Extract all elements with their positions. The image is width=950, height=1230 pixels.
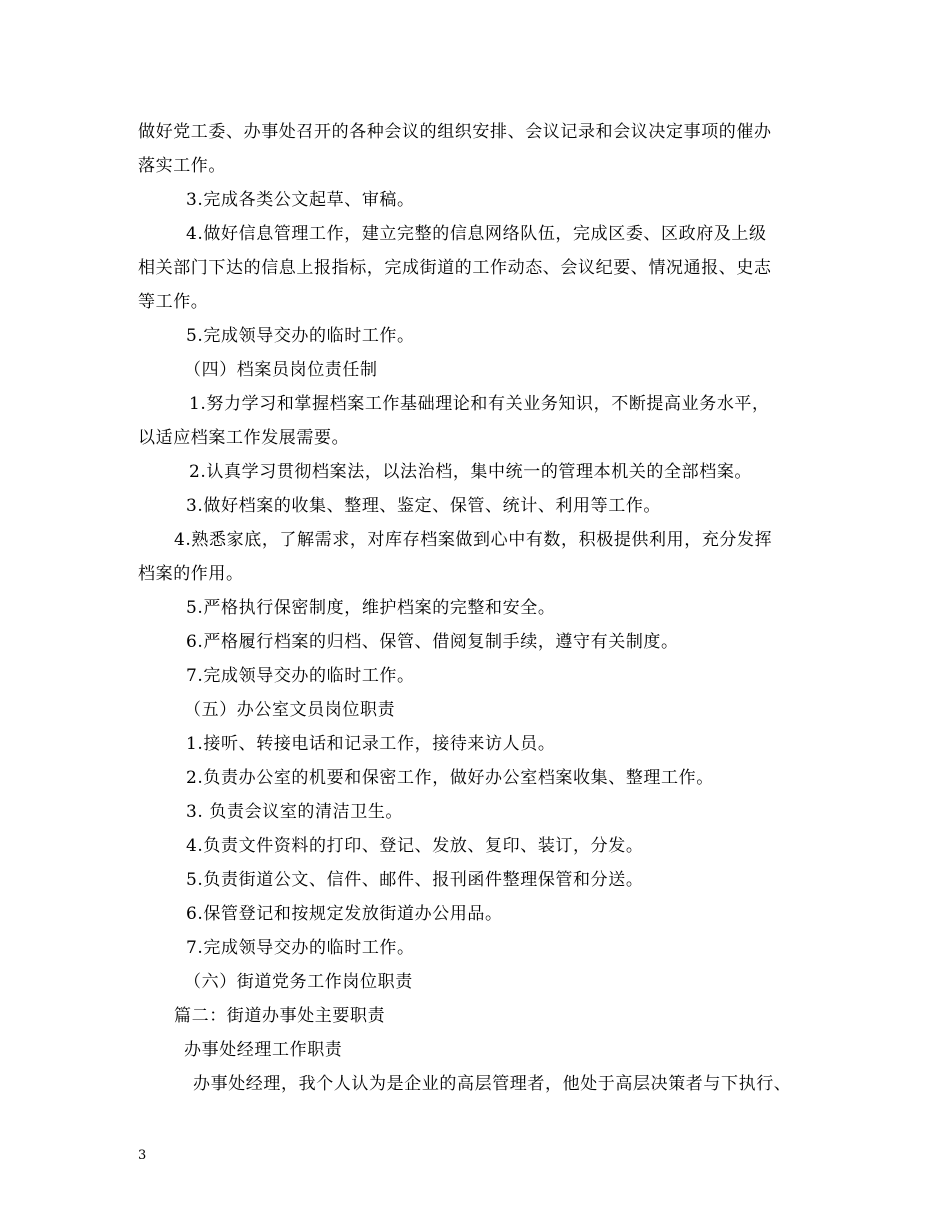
page-number: 3 xyxy=(138,1148,147,1163)
text-line: 做好党工委、办事处召开的各种会议的组织安排、会议记录和会议决定事项的催办 xyxy=(138,122,772,142)
section-heading: （四）档案员岗位责任制 xyxy=(184,360,378,380)
text-line: 1.接听、转接电话和记录工作，接待来访人员。 xyxy=(186,734,556,754)
subheading: 办事处经理工作职责 xyxy=(184,1040,343,1060)
text-line: 3.完成各类公文起草、审稿。 xyxy=(186,190,415,210)
text-line: 5.负责街道公文、信件、邮件、报刊函件整理保管和分送。 xyxy=(186,870,644,890)
text-line: 4.做好信息管理工作，建立完整的信息网络队伍，完成区委、区政府及上级 xyxy=(186,224,767,244)
text-line: 档案的作用。 xyxy=(138,564,244,584)
text-line: 7.完成领导交办的临时工作。 xyxy=(186,938,415,958)
text-line: 落实工作。 xyxy=(138,156,226,176)
section-heading: （六）街道党务工作岗位职责 xyxy=(184,972,413,992)
text-line: 2.负责办公室的机要和保密工作，做好办公室档案收集、整理工作。 xyxy=(186,768,714,788)
text-line: 6.保管登记和按规定发放街道办公用品。 xyxy=(186,904,503,924)
text-line: 7.完成领导交办的临时工作。 xyxy=(186,666,415,686)
text-line: 4.熟悉家底，了解需求，对库存档案做到心中有数，积极提供利用，充分发挥 xyxy=(174,530,773,550)
text-line: 3. 负责会议室的清洁卫生。 xyxy=(186,802,404,822)
text-line: 1.努力学习和掌握档案工作基础理论和有关业务知识，不断提高业务水平， xyxy=(189,394,770,414)
text-line: 相关部门下达的信息上报指标，完成街道的工作动态、会议纪要、情况通报、史志 xyxy=(138,258,772,278)
text-line: 5.完成领导交办的临时工作。 xyxy=(186,326,415,346)
text-line: 2.认真学习贯彻档案法，以法治档，集中统一的管理本机关的全部档案。 xyxy=(189,462,753,482)
text-line: 等工作。 xyxy=(138,292,209,312)
text-line: 以适应档案工作发展需要。 xyxy=(138,428,350,448)
chapter-heading: 篇二：街道办事处主要职责 xyxy=(174,1006,386,1026)
text-line: 6.严格履行档案的归档、保管、借阅复制手续，遵守有关制度。 xyxy=(186,632,679,652)
text-line: 3.做好档案的收集、整理、鉴定、保管、统计、利用等工作。 xyxy=(186,496,662,516)
text-line: 办事处经理，我个人认为是企业的高层管理者，他处于高层决策者与下执行、 xyxy=(193,1074,792,1094)
section-heading: （五）办公室文员岗位职责 xyxy=(184,700,396,720)
text-line: 4.负责文件资料的打印、登记、发放、复印、装订，分发。 xyxy=(186,836,644,856)
text-line: 5.严格执行保密制度，维护档案的完整和安全。 xyxy=(186,598,556,618)
